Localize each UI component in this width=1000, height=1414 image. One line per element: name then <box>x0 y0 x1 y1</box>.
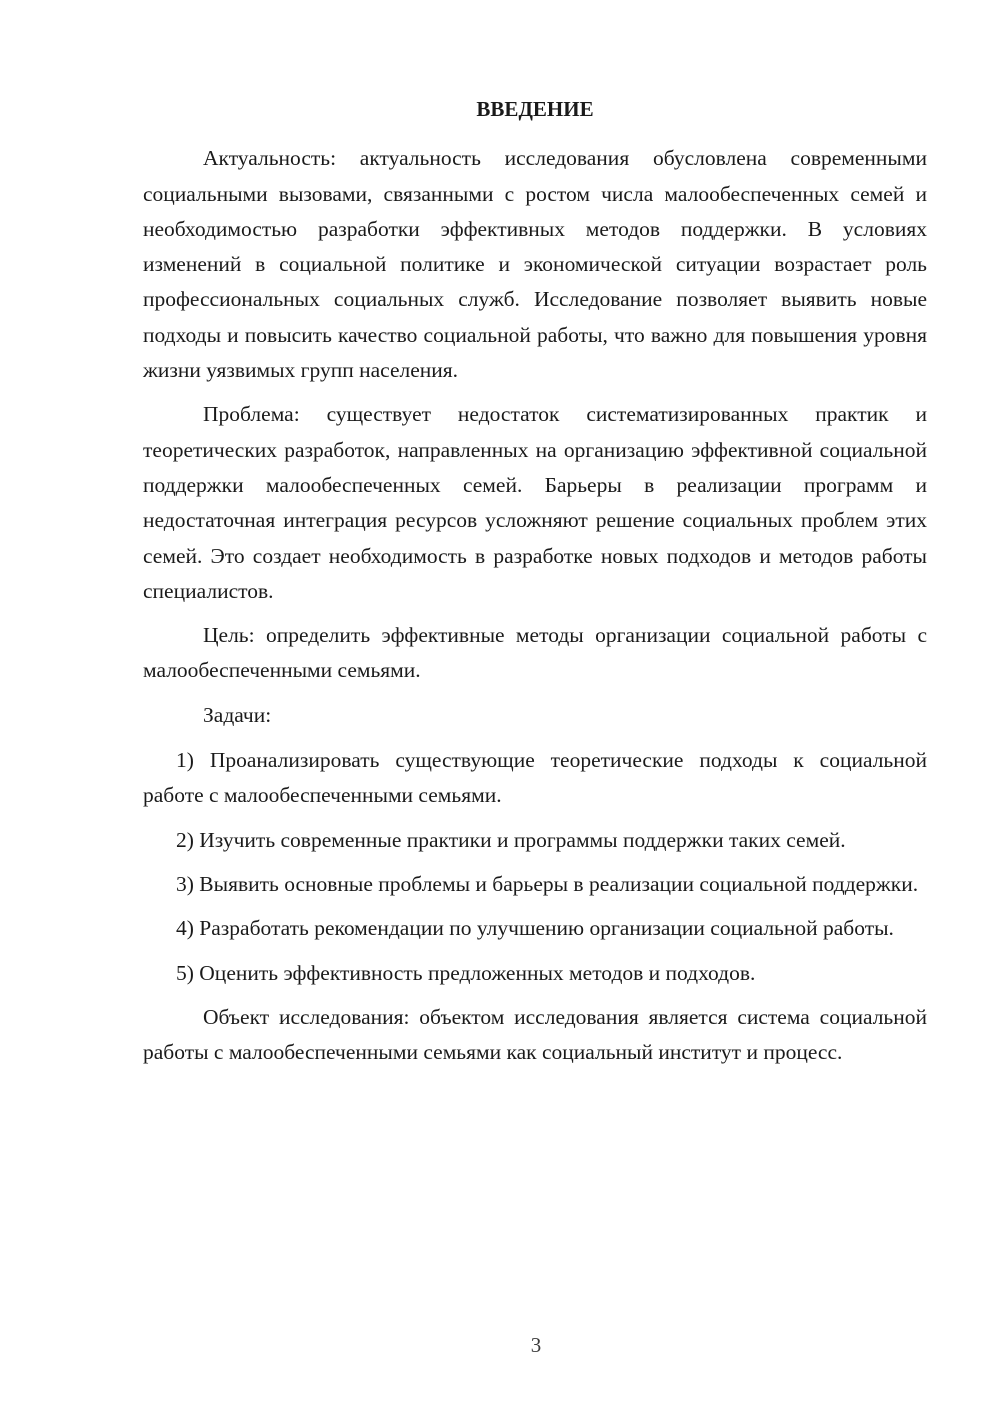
paragraph-object: Объект исследования: объектом исследования является система социальной работы с малообеспеченными семьями как социальный институт и процесс. <box>143 1004 927 1065</box>
section-heading: ВВЕДЕНИЕ <box>476 97 594 121</box>
paragraph-relevance: Актуальность: актуальность исследования обусловлена современными социальными вызовами, связанными с ростом числа малообеспеченных семей и необходимостью разработки эффективных методов поддержки. В условиях изменений в социальной политике и экономической ситуации возрастает роль профессиональных социальных служб. Исследование позволяет выявить новые подходы и повысить качество социальной работы, что важно для повышения уровня жизни уязвимых групп населения. <box>143 146 927 383</box>
task-item: 1) Проанализировать существующие теоретические подходы к социальной работе с малообеспеченными семьями. <box>143 748 927 808</box>
task-item: 4) Разработать рекомендации по улучшению организации социальной работы. <box>176 916 894 941</box>
page-number: 3 <box>530 1333 542 1357</box>
task-item: 3) Выявить основные проблемы и барьеры в реализации социальной поддержки. <box>176 871 919 896</box>
paragraph-problem: Проблема: существует недостаток систематизированных практик и теоретических разработок, направленных на организацию эффективной социальной поддержки малообеспеченных семей. Барьеры в реализации программ и недостаточная интеграция ресурсов усложняют решение социальных проблем этих семей. Это создает необходимость в разработке новых подходов и методов работы специалистов. <box>143 402 927 603</box>
tasks-label: Задачи: <box>203 702 272 727</box>
task-item: 5) Оценить эффективность предложенных методов и подходов. <box>176 960 756 985</box>
task-item: 2) Изучить современные практики и программы поддержки таких семей. <box>176 827 846 852</box>
document-page <box>143 92 927 1079</box>
paragraph-goal: Цель: определить эффективные методы организации социальной работы с малообеспеченными семьями. <box>143 623 927 683</box>
